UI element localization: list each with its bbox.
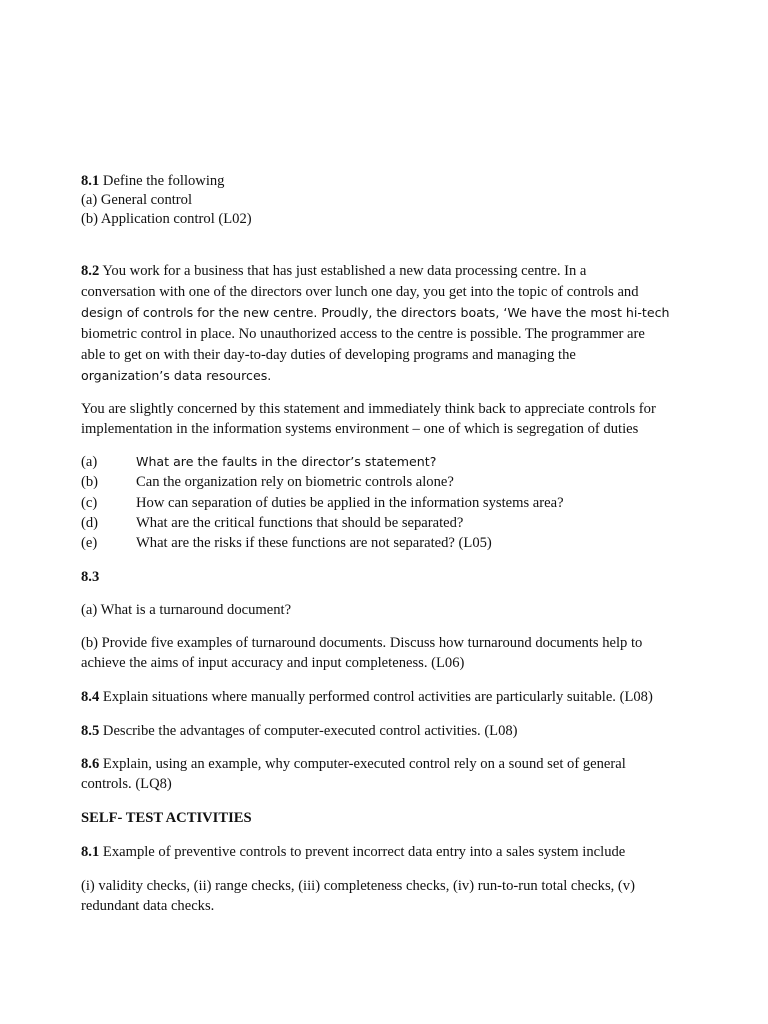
question-8-1 [81, 171, 252, 227]
list-item-label: (d) [81, 515, 99, 531]
question-number: 8.1 [81, 173, 100, 189]
list-item-text: How can separation of duties be applied in the information systems area? [136, 495, 564, 511]
question-8-2-line: biometric control in place. No unauthorized access to the centre is possible. The programmer are [81, 326, 645, 342]
list-item-text: What are the risks if these functions are not separated? (L05) [136, 535, 492, 551]
self-test-options-line: (i) validity checks, (ii) range checks, (iii) completeness checks, (iv) run-to-run total checks, (v) [81, 878, 635, 894]
question-8-3-part-b-line: (b) Provide five examples of turnaround documents. Discuss how turnaround documents help to [81, 635, 643, 651]
question-8-1-part-b: (b) Application control (L02) [81, 211, 252, 227]
question-text: Describe the advantages of computer-executed control activities. (L08) [99, 723, 518, 739]
question-text: Explain situations where manually performed control activities are particularly suitable. (L08) [99, 689, 653, 705]
list-item [81, 533, 492, 554]
question-8-5 [81, 721, 518, 742]
list-item-text: Can the organization rely on biometric controls alone? [136, 474, 454, 490]
question-text: Explain, using an example, why computer-executed control rely on a sound set of general [99, 756, 626, 772]
question-8-2 [81, 261, 701, 383]
self-test-options-line: redundant data checks. [81, 898, 215, 914]
question-8-2-line: organization’s data resources. [81, 368, 272, 383]
section-heading: SELF- TEST ACTIVITIES [81, 810, 252, 826]
list-item-label: (a) [81, 454, 98, 470]
question-8-3-part-a: (a) What is a turnaround document? [81, 602, 292, 618]
question-8-2-line: conversation with one of the directors over lunch one day, you get into the topic of controls and [81, 284, 639, 300]
list-item [81, 513, 463, 534]
question-number: 8.2 [81, 263, 100, 279]
question-text: You work for a business that has just established a new data processing centre. In a [99, 263, 587, 279]
question-text: Example of preventive controls to prevent incorrect data entry into a sales system include [99, 844, 626, 860]
paragraph-line: implementation in the information systems environment – one of which is segregation of duties [81, 421, 639, 437]
question-text: Define the following [99, 173, 225, 189]
list-item [81, 452, 436, 473]
question-8-4 [81, 687, 653, 708]
question-8-3-part-b-line: achieve the aims of input accuracy and input completeness. (L06) [81, 655, 465, 671]
question-8-6 [81, 754, 626, 775]
self-test-question-8-1 [81, 842, 625, 863]
list-item-label: (c) [81, 495, 98, 511]
question-8-2-line: able to get on with their day-to-day duties of developing programs and managing the [81, 347, 576, 363]
list-item [81, 493, 564, 514]
question-8-6-line: controls. (LQ8) [81, 776, 172, 792]
question-number: 8.5 [81, 723, 100, 739]
list-item-label: (b) [81, 474, 99, 490]
question-8-2-paragraph-2 [81, 399, 656, 437]
question-number: 8.6 [81, 756, 100, 772]
question-8-3-number: 8.3 [81, 569, 100, 585]
list-item-text: What are the critical functions that should be separated? [136, 515, 464, 531]
question-number: 8.1 [81, 844, 100, 860]
list-item-text: What are the faults in the director’s statement? [136, 454, 437, 469]
paragraph-line: You are slightly concerned by this statement and immediately think back to appreciate controls for [81, 401, 656, 417]
list-item-label: (e) [81, 535, 98, 551]
list-item [81, 472, 454, 493]
question-number: 8.4 [81, 689, 100, 705]
question-8-2-line [81, 261, 701, 282]
question-8-1-part-a: (a) General control [81, 192, 193, 208]
question-8-2-line: design of controls for the new centre. Proudly, the directors boats, ‘We have the most hi-tech [81, 305, 670, 320]
question-8-1-title [81, 171, 224, 192]
